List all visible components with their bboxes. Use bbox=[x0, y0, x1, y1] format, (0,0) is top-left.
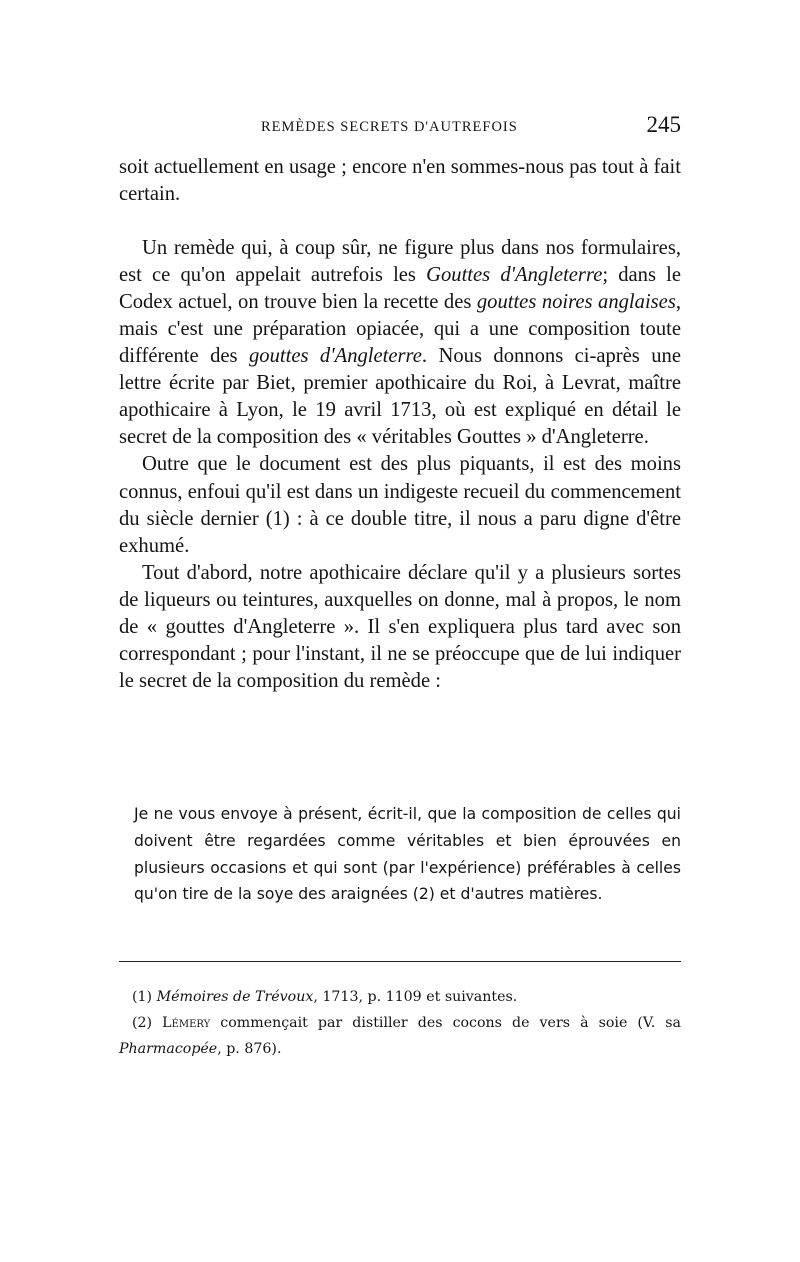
footnote-1: (1) Mémoires de Trévoux, 1713, p. 1109 et suivantes. bbox=[132, 989, 518, 1005]
footnote-separator bbox=[119, 961, 681, 962]
paragraph-1: soit actuellement en usage ; encore n'en sommes-nous pas tout à fait certain. bbox=[119, 156, 681, 206]
main-text bbox=[119, 154, 681, 695]
paragraph-4: Tout d'abord, notre apothicaire déclare qu'il y a plusieurs sortes de liqueurs ou teintures, auxquelles on donne, mal à propos, le nom de « gouttes d'Angleterre ». Il s'en expliquera plus tard avec son correspondant ; pour l'instant, il ne se préoccupe que de lui indiquer le secret de la composition du remède : bbox=[119, 561, 681, 692]
italic-term: gouttes d'Angleterre bbox=[248, 345, 422, 368]
footnote-2: (2) Lémery commençait par distiller des cocons de vers à soie (V. sa Pharmacopée, p. 876). bbox=[119, 1015, 681, 1057]
italic-term: gouttes noires anglaises bbox=[476, 291, 676, 314]
page-header bbox=[119, 112, 681, 142]
paragraph-2: Un remède qui, à coup sûr, ne figure plus dans nos formulaires, est ce qu'on appelait autrefois les Gouttes d'Angleterre; dans le Codex actuel, on trouve bien la recette des gouttes noires anglaises, mais c'est une préparation opiacée, qui a une composition toute différente des gouttes d'Angleterre. Nous donnons ci-après une lettre écrite par Biet, premier apothicaire du Roi, à Levrat, maître apothicaire à Lyon, le 19 avril 1713, où est expliqué en détail le secret de la composition des « véritables Gouttes » d'Angleterre. bbox=[119, 237, 681, 449]
page-number: 245 bbox=[646, 112, 681, 137]
block-quote bbox=[134, 801, 681, 908]
quote-text: Je ne vous envoye à présent, écrit-il, que la composition de celles qui doivent être regardées comme véritables et bien éprouvées en plusieurs occasions et qui sont (par l'expérience) préférables à celles qu'on tire de la soye des araignées (2) et d'autres matières. bbox=[134, 805, 681, 904]
running-title: REMÈDES SECRETS D'AUTREFOIS bbox=[261, 119, 518, 135]
italic-term: Gouttes d'Angleterre bbox=[426, 264, 603, 287]
paragraph-3: Outre que le document est des plus piquants, il est des moins connus, enfoui qu'il est dans un indigeste recueil du commencement du siècle dernier (1) : à ce double titre, il nous a paru digne d'être exhumé. bbox=[119, 453, 681, 557]
footnotes bbox=[119, 984, 681, 1062]
